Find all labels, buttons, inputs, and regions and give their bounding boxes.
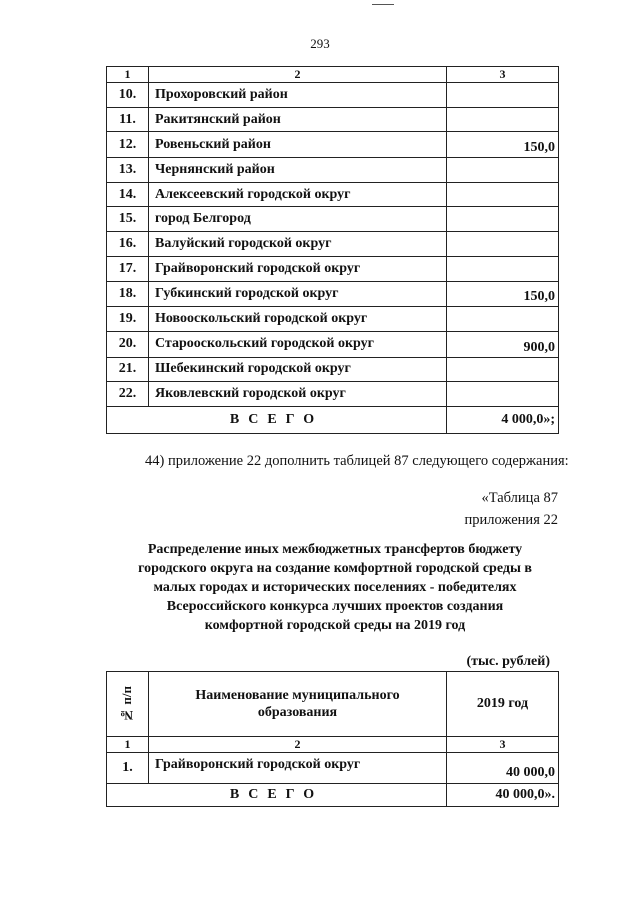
total-row	[107, 406, 559, 433]
table-heading	[110, 540, 560, 635]
table-row	[107, 232, 559, 257]
table-row	[107, 107, 559, 132]
row-number: 1.	[107, 753, 149, 784]
column-number-3: 3	[447, 737, 559, 753]
municipality-name: Шебекинский городской округ	[149, 357, 447, 382]
table-reference-line-2: приложения 22	[464, 512, 558, 528]
amount-value	[447, 107, 559, 132]
row-number: 22.	[107, 382, 149, 407]
municipality-name: город Белгород	[149, 207, 447, 232]
amount-value	[447, 382, 559, 407]
table-row	[107, 158, 559, 183]
amendment-paragraph: 44) приложение 22 дополнить таблицей 87 следующего содержания:	[145, 453, 569, 469]
row-number: 15.	[107, 207, 149, 232]
header-cell-number	[107, 672, 149, 737]
municipality-name: Грайворонский городской округ	[149, 753, 447, 784]
transfer-table	[106, 671, 559, 807]
total-value: 4 000,0»;	[447, 406, 559, 433]
table-row	[107, 357, 559, 382]
table-row	[107, 382, 559, 407]
amount-value	[447, 357, 559, 382]
header-row	[107, 672, 559, 737]
amount-value	[447, 307, 559, 332]
total-row	[107, 784, 559, 807]
header-cell-year: 2019 год	[447, 672, 559, 737]
column-number-row	[107, 67, 559, 83]
row-number: 18.	[107, 281, 149, 307]
table-row	[107, 753, 559, 784]
row-number: 10.	[107, 83, 149, 108]
page-number: 293	[310, 36, 330, 51]
table-row	[107, 307, 559, 332]
municipality-name: Ракитянский район	[149, 107, 447, 132]
row-number: 16.	[107, 232, 149, 257]
heading-line: малых городах и исторических поселениях - победителях	[153, 580, 517, 595]
row-number: 20.	[107, 331, 149, 357]
municipality-name: Прохоровский район	[149, 83, 447, 108]
table-reference-line-1: «Таблица 87	[481, 490, 558, 506]
amount-value	[447, 232, 559, 257]
column-number-1: 1	[107, 67, 149, 83]
scan-mark	[372, 4, 394, 5]
table-body	[107, 672, 559, 807]
heading-line: городского округа на создание комфортной городской среды в	[138, 561, 532, 576]
table-row	[107, 83, 559, 108]
amount-value	[447, 256, 559, 281]
amount-value: 150,0	[447, 281, 559, 307]
column-number-3: 3	[447, 67, 559, 83]
municipality-name: Грайворонский городской округ	[149, 256, 447, 281]
table-row	[107, 207, 559, 232]
municipality-name: Валуйский городской округ	[149, 232, 447, 257]
total-label: ВСЕГО	[107, 406, 447, 433]
distribution-table-continued	[106, 66, 559, 434]
municipality-name: Яковлевский городской округ	[149, 382, 447, 407]
column-number-1: 1	[107, 737, 149, 753]
heading-line: Распределение иных межбюджетных трансфертов бюджету	[147, 542, 523, 557]
table-body	[107, 67, 559, 434]
amount-value	[447, 207, 559, 232]
municipality-name: Алексеевский городской округ	[149, 182, 447, 207]
row-number: 21.	[107, 357, 149, 382]
table-row	[107, 182, 559, 207]
amount-value	[447, 83, 559, 108]
units-label: (тыс. рублей)	[466, 654, 550, 669]
amount-value	[447, 182, 559, 207]
heading-line: комфортной городской среды на 2019 год	[204, 618, 466, 633]
header-number-text: № п/п	[118, 685, 134, 723]
column-number-2: 2	[149, 737, 447, 753]
heading-line: Всероссийского конкурса лучших проектов создания	[166, 599, 504, 614]
row-number: 13.	[107, 158, 149, 183]
table-row	[107, 132, 559, 158]
municipality-name: Старооскольский городской округ	[149, 331, 447, 357]
total-label: ВСЕГО	[107, 784, 447, 807]
table-row	[107, 331, 559, 357]
row-number: 11.	[107, 107, 149, 132]
row-number: 14.	[107, 182, 149, 207]
total-value: 40 000,0».	[447, 784, 559, 807]
row-number: 17.	[107, 256, 149, 281]
row-number: 12.	[107, 132, 149, 158]
municipality-name: Ровеньский район	[149, 132, 447, 158]
municipality-name: Губкинский городской округ	[149, 281, 447, 307]
header-cell-name: Наименование муниципального образования	[149, 672, 447, 737]
table-row	[107, 281, 559, 307]
column-number-2: 2	[149, 67, 447, 83]
row-number: 19.	[107, 307, 149, 332]
amount-value: 900,0	[447, 331, 559, 357]
amount-value	[447, 158, 559, 183]
column-number-row	[107, 737, 559, 753]
municipality-name: Чернянский район	[149, 158, 447, 183]
amount-value: 150,0	[447, 132, 559, 158]
table-row	[107, 256, 559, 281]
municipality-name: Новооскольский городской округ	[149, 307, 447, 332]
amount-value: 40 000,0	[447, 753, 559, 784]
